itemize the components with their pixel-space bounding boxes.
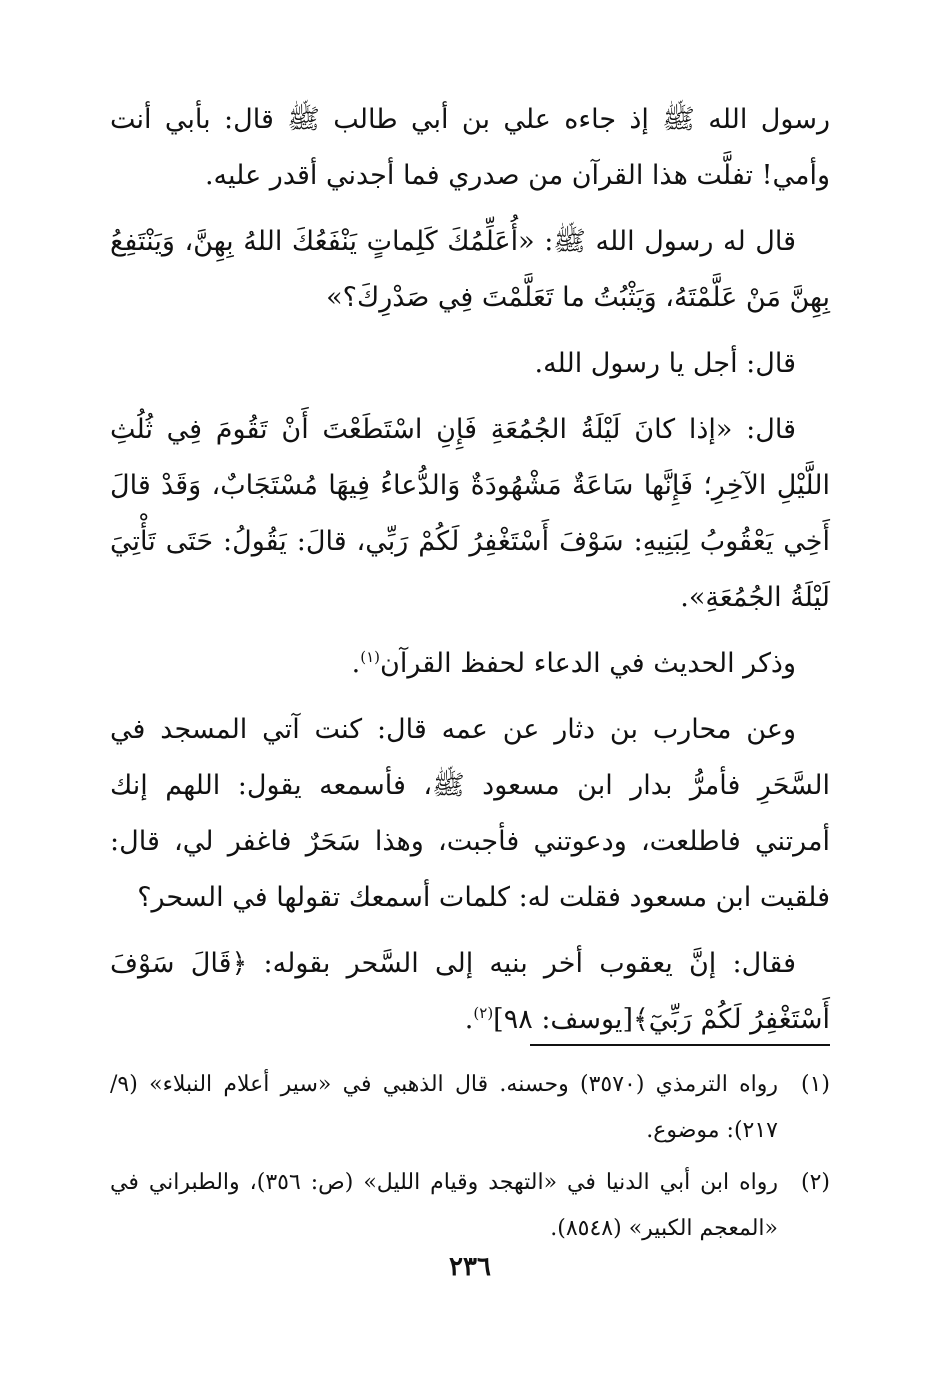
paragraph-7 <box>110 936 830 1048</box>
footnote-separator <box>530 1044 830 1046</box>
paragraph-5 <box>110 636 830 692</box>
paragraph-1: رسول الله ﷺ إذ جاءه علي بن أبي طالب ﷺ قال: بأبي أنت وأمي! تفلَّت هذا القرآن من صدري فما أجدني أقدر عليه. <box>110 104 830 191</box>
footnote-number: (٢) <box>800 1170 830 1195</box>
paragraph-2: قال له رسول الله ﷺ: «أُعَلِّمُكَ كَلِماتٍ يَنْفَعُكَ اللهُ بِهِنَّ، وَيَنْتَفِعُ بِهِنَّ مَنْ عَلَّمْتَهُ، وَيَثْبُتُ ما تَعَلَّمْتَ فِي صَدْرِكَ؟» <box>110 226 830 313</box>
footnote-text: رواه ابن أبي الدنيا في «التهجد وقيام الليل» (ص: ٣٥٦)، والطبراني في «المعجم الكبير» (٨٥٤٨). <box>110 1170 779 1241</box>
footnote-2 <box>110 1160 830 1252</box>
paragraph-3: قال: أجل يا رسول الله. <box>534 348 796 379</box>
page-number: ٢٣٦ <box>449 1252 491 1282</box>
footnote-1 <box>110 1062 830 1154</box>
footnote-ref-2[interactable]: (٢) <box>473 1004 494 1022</box>
footnote-number: (١) <box>800 1072 830 1097</box>
paragraph-7-text: فقال: إنَّ يعقوب أخر بنيه إلى السَّحر بقوله: ﴿قَالَ سَوْفَ أَسْتَغْفِرُ لَكُمْ رَبِّيٓ﴾[يوسف: ٩٨] <box>110 948 830 1035</box>
footnote-text: رواه الترمذي (٣٥٧٠) وحسنه. قال الذهبي في «سير أعلام النبلاء» (٩/ ٢١٧): موضوع. <box>110 1072 778 1143</box>
paragraph-7-end: . <box>464 1004 474 1035</box>
footnotes <box>110 1062 830 1258</box>
paragraph-5-text: وذكر الحديث في الدعاء لحفظ القرآن <box>380 648 796 679</box>
paragraph-5-end: . <box>351 648 361 679</box>
page-content <box>110 92 830 1312</box>
paragraph-4: قال: «إذا كانَ لَيْلَةُ الجُمُعَةِ فَإِنِ اسْتَطَعْتَ أَنْ تَقُومَ فِي ثُلُثِ اللَّيْلِ الآخِرِ؛ فَإِنَّها سَاعَةٌ مَشْهُودَةٌ وَالدُّعاءُ فِيهَا مُسْتَجَابٌ، وَقَدْ قالَ أَخِي يَعْقُوبُ لِبَنِيهِ: سَوْفَ أَسْتَغْفِرُ لَكُمْ رَبِّي، قالَ: يَقُولُ: حَتَى تَأْتِيَ لَيْلَةُ الجُمُعَةِ». <box>110 414 830 613</box>
paragraph-6: وعن محارب بن دثار عن عمه قال: كنت آتي المسجد في السَّحَرِ فأمرُّ بدار ابن مسعود ﷺ، فأسمعه يقول: اللهم إنك أمرتني فاطلعت، ودعوتني فأجبت، وهذا سَحَرٌ فاغفر لي، قال: فلقيت ابن مسعود فقلت له: كلمات أسمعك تقولها في السحر؟ <box>110 714 830 913</box>
footnote-ref-1[interactable]: (١) <box>360 648 381 666</box>
